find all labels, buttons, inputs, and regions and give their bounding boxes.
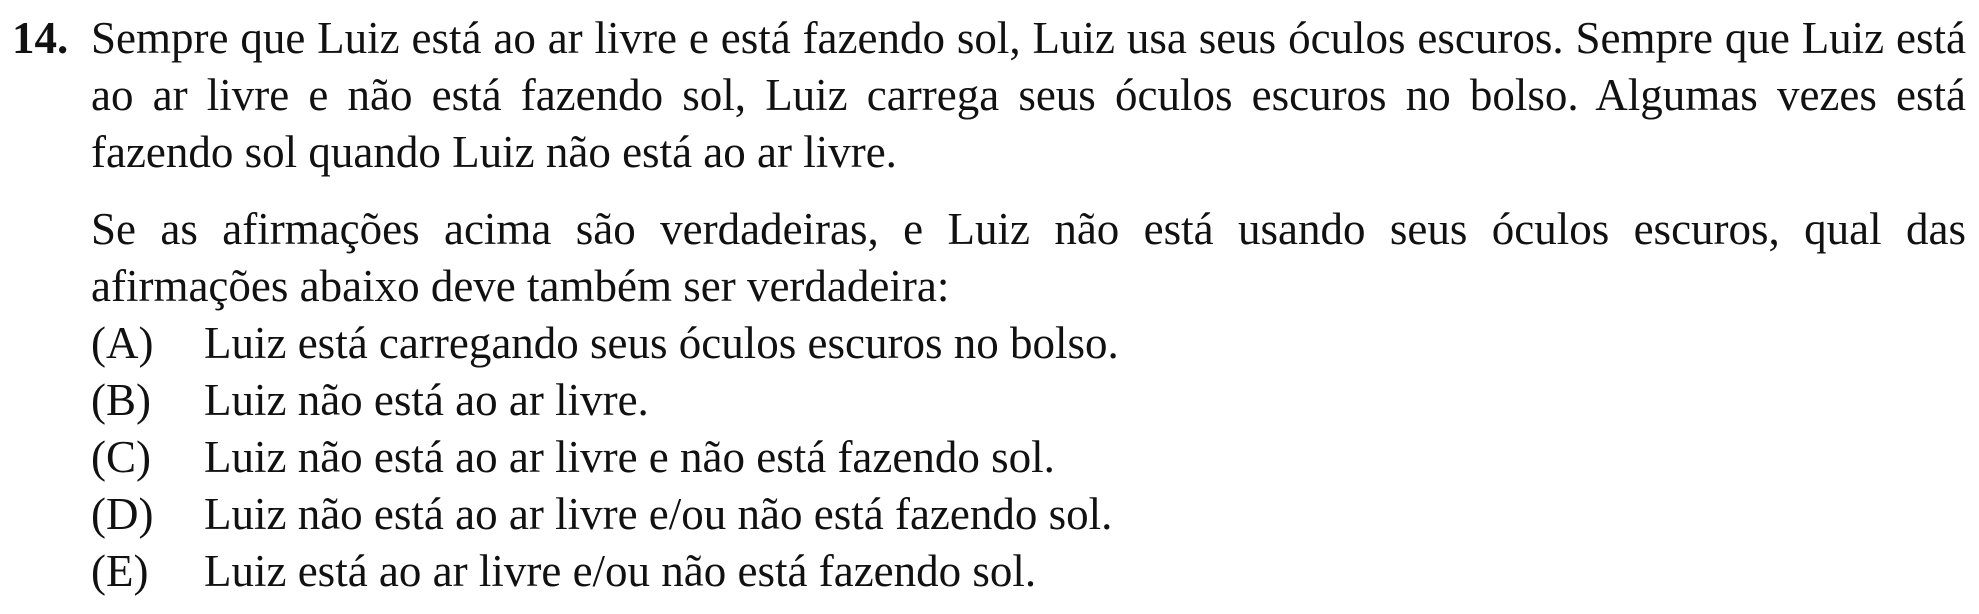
option-text: Luiz não está ao ar livre e não está fazendo sol. <box>204 432 1055 482</box>
option-text: Luiz está ao ar livre e/ou não está fazendo sol. <box>204 546 1037 596</box>
option-d <box>91 486 1966 543</box>
option-label: (E) <box>91 546 149 596</box>
option-text: Luiz não está ao ar livre. <box>204 375 649 425</box>
option-label: (D) <box>91 489 154 539</box>
answer-options <box>91 315 1966 600</box>
question-14 <box>0 10 1979 600</box>
option-label: (B) <box>91 375 151 425</box>
question-premise: Sempre que Luiz está ao ar livre e está fazendo sol, Luiz usa seus óculos escuros. Sempre que Luiz está ao ar livre e não está fazendo sol, Luiz carrega seus óculos escuros no bolso. Algumas vezes está fazendo sol quando Luiz não está ao ar livre. <box>91 13 1966 177</box>
option-c <box>91 429 1966 486</box>
option-label: (A) <box>91 318 154 368</box>
option-b <box>91 372 1966 429</box>
question-number: 14. <box>12 13 69 63</box>
question-body <box>91 10 1966 600</box>
option-e <box>91 543 1966 600</box>
question-prompt: Se as afirmações acima são verdadeiras, e Luiz não está usando seus óculos escuros, qual das afirmações abaixo deve também ser verdadeira: <box>91 204 1966 311</box>
option-a <box>91 315 1966 372</box>
option-label: (C) <box>91 432 151 482</box>
option-text: Luiz não está ao ar livre e/ou não está fazendo sol. <box>204 489 1113 539</box>
option-text: Luiz está carregando seus óculos escuros no bolso. <box>204 318 1119 368</box>
